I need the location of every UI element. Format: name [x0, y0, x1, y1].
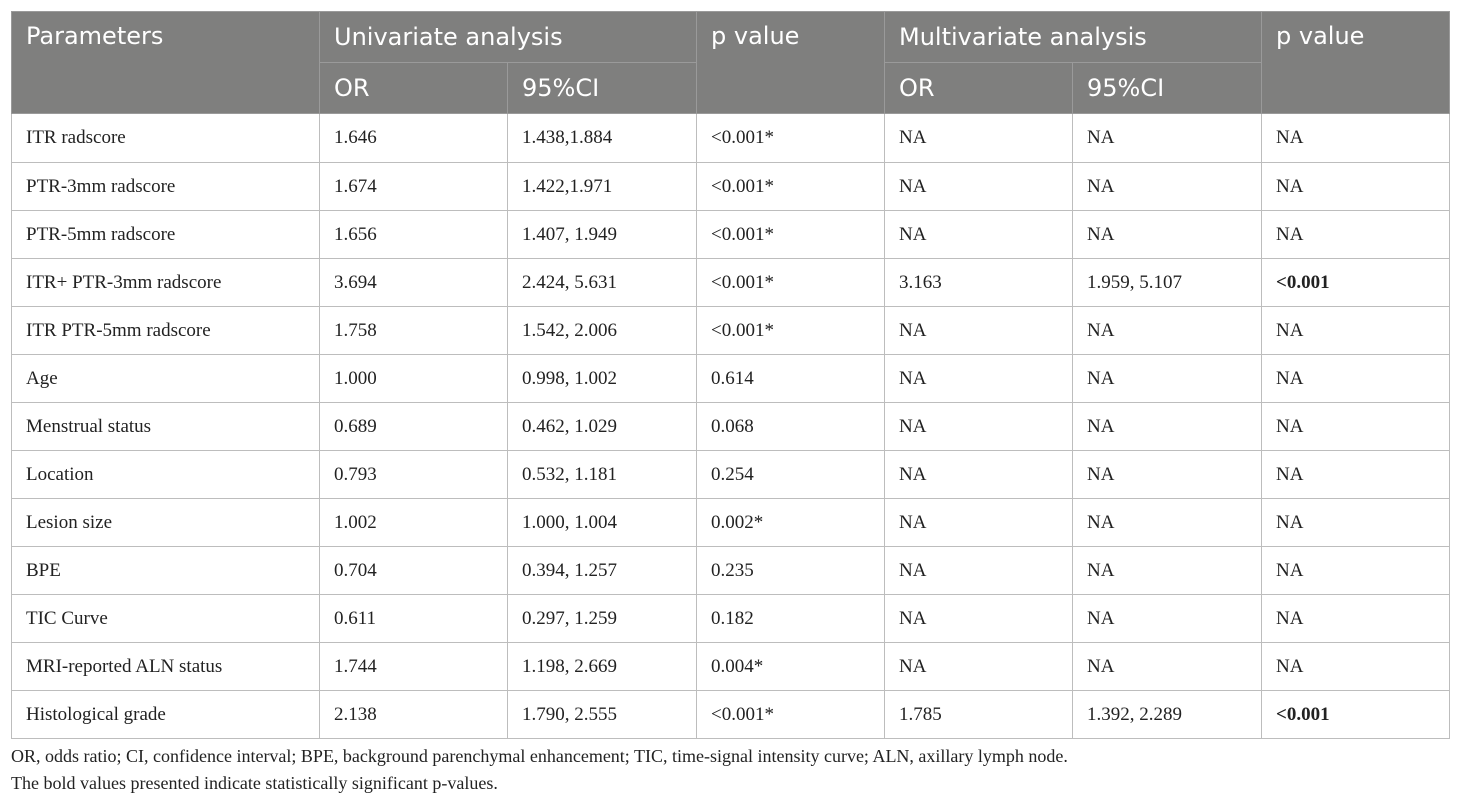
table-row [12, 499, 1450, 547]
multivariate-ci-cell: NA [1073, 643, 1262, 691]
univariate-or-cell: 1.000 [320, 355, 508, 403]
table-row [12, 403, 1450, 451]
univariate-or-cell: 1.002 [320, 499, 508, 547]
regression-table [11, 11, 1450, 739]
univariate-or-cell: 1.674 [320, 163, 508, 211]
univariate-or-cell: 1.758 [320, 307, 508, 355]
multivariate-or-cell: 3.163 [885, 259, 1073, 307]
univariate-p-cell: <0.001* [697, 259, 885, 307]
univariate-or-cell: 3.694 [320, 259, 508, 307]
table-row [12, 691, 1450, 739]
multivariate-p-cell: NA [1262, 307, 1450, 355]
multivariate-p-cell: NA [1262, 114, 1450, 163]
multivariate-or-cell: NA [885, 355, 1073, 403]
table-footnotes [11, 743, 1068, 797]
univariate-ci-cell: 0.462, 1.029 [508, 403, 697, 451]
header-multi-ci: 95%CI [1073, 63, 1262, 114]
param-cell: ITR+ PTR-3mm radscore [12, 259, 320, 307]
multivariate-or-cell: NA [885, 211, 1073, 259]
multivariate-or-cell: NA [885, 307, 1073, 355]
multivariate-ci-cell: NA [1073, 595, 1262, 643]
univariate-ci-cell: 1.000, 1.004 [508, 499, 697, 547]
multivariate-or-cell: NA [885, 114, 1073, 163]
header-univariate: Univariate analysis [320, 12, 697, 63]
univariate-ci-cell: 2.424, 5.631 [508, 259, 697, 307]
univariate-or-cell: 1.646 [320, 114, 508, 163]
univariate-p-cell: <0.001* [697, 211, 885, 259]
multivariate-ci-cell: NA [1073, 114, 1262, 163]
univariate-p-cell: 0.068 [697, 403, 885, 451]
multivariate-ci-cell: NA [1073, 499, 1262, 547]
univariate-or-cell: 1.744 [320, 643, 508, 691]
univariate-ci-cell: 0.532, 1.181 [508, 451, 697, 499]
param-cell: MRI-reported ALN status [12, 643, 320, 691]
header-multivariate: Multivariate analysis [885, 12, 1262, 63]
univariate-p-cell: 0.002* [697, 499, 885, 547]
param-cell: ITR radscore [12, 114, 320, 163]
abbreviations-note: OR, odds ratio; CI, confidence interval; BPE, background parenchymal enhancement; TIC, time-signal intensity curve; ALN, axillary lymph node. [11, 746, 1068, 766]
multivariate-or-cell: NA [885, 403, 1073, 451]
param-cell: TIC Curve [12, 595, 320, 643]
multivariate-p-cell: NA [1262, 643, 1450, 691]
multivariate-p-cell: NA [1262, 595, 1450, 643]
univariate-or-cell: 0.689 [320, 403, 508, 451]
multivariate-p-cell: NA [1262, 403, 1450, 451]
param-cell: Location [12, 451, 320, 499]
univariate-p-cell: <0.001* [697, 114, 885, 163]
param-cell: PTR-5mm radscore [12, 211, 320, 259]
multivariate-ci-cell: 1.392, 2.289 [1073, 691, 1262, 739]
header-uni-ci: 95%CI [508, 63, 697, 114]
table-row [12, 643, 1450, 691]
multivariate-p-cell: NA [1262, 163, 1450, 211]
table-row [12, 547, 1450, 595]
multivariate-p-cell: NA [1262, 499, 1450, 547]
univariate-or-cell: 1.656 [320, 211, 508, 259]
multivariate-ci-cell: NA [1073, 403, 1262, 451]
univariate-ci-cell: 0.998, 1.002 [508, 355, 697, 403]
multivariate-or-cell: NA [885, 451, 1073, 499]
header-uni-or: OR [320, 63, 508, 114]
multivariate-ci-cell: NA [1073, 547, 1262, 595]
multivariate-ci-cell: NA [1073, 307, 1262, 355]
multivariate-ci-cell: NA [1073, 163, 1262, 211]
multivariate-p-cell: <0.001 [1262, 259, 1450, 307]
univariate-or-cell: 0.704 [320, 547, 508, 595]
univariate-p-cell: 0.182 [697, 595, 885, 643]
univariate-ci-cell: 0.297, 1.259 [508, 595, 697, 643]
bold-values-note: The bold values presented indicate statistically significant p-values. [11, 773, 498, 793]
param-cell: Age [12, 355, 320, 403]
univariate-or-cell: 0.611 [320, 595, 508, 643]
univariate-ci-cell: 0.394, 1.257 [508, 547, 697, 595]
table-row [12, 451, 1450, 499]
table-row [12, 307, 1450, 355]
multivariate-ci-cell: NA [1073, 211, 1262, 259]
multivariate-p-cell: NA [1262, 211, 1450, 259]
table-row [12, 355, 1450, 403]
param-cell: ITR PTR-5mm radscore [12, 307, 320, 355]
table-row [12, 114, 1450, 163]
univariate-or-cell: 0.793 [320, 451, 508, 499]
univariate-or-cell: 2.138 [320, 691, 508, 739]
multivariate-or-cell: NA [885, 163, 1073, 211]
table-row [12, 163, 1450, 211]
univariate-ci-cell: 1.198, 2.669 [508, 643, 697, 691]
multivariate-ci-cell: NA [1073, 451, 1262, 499]
univariate-ci-cell: 1.422,1.971 [508, 163, 697, 211]
header-p-value-univariate: p value [697, 12, 885, 114]
table-header [12, 12, 1450, 114]
multivariate-or-cell: NA [885, 499, 1073, 547]
multivariate-ci-cell: 1.959, 5.107 [1073, 259, 1262, 307]
multivariate-p-cell: NA [1262, 547, 1450, 595]
univariate-ci-cell: 1.438,1.884 [508, 114, 697, 163]
param-cell: PTR-3mm radscore [12, 163, 320, 211]
multivariate-or-cell: NA [885, 547, 1073, 595]
table-row [12, 595, 1450, 643]
results-table-container [11, 11, 1449, 739]
param-cell: Histological grade [12, 691, 320, 739]
univariate-ci-cell: 1.790, 2.555 [508, 691, 697, 739]
univariate-ci-cell: 1.542, 2.006 [508, 307, 697, 355]
univariate-p-cell: <0.001* [697, 163, 885, 211]
header-parameters: Parameters [12, 12, 320, 114]
header-p-value-multivariate: p value [1262, 12, 1450, 114]
multivariate-p-cell: <0.001 [1262, 691, 1450, 739]
univariate-p-cell: 0.235 [697, 547, 885, 595]
univariate-p-cell: 0.254 [697, 451, 885, 499]
param-cell: BPE [12, 547, 320, 595]
univariate-p-cell: 0.614 [697, 355, 885, 403]
univariate-p-cell: <0.001* [697, 691, 885, 739]
univariate-ci-cell: 1.407, 1.949 [508, 211, 697, 259]
param-cell: Lesion size [12, 499, 320, 547]
multivariate-p-cell: NA [1262, 355, 1450, 403]
header-multi-or: OR [885, 63, 1073, 114]
multivariate-or-cell: NA [885, 643, 1073, 691]
param-cell: Menstrual status [12, 403, 320, 451]
table-row [12, 259, 1450, 307]
multivariate-ci-cell: NA [1073, 355, 1262, 403]
multivariate-p-cell: NA [1262, 451, 1450, 499]
table-row [12, 211, 1450, 259]
multivariate-or-cell: NA [885, 595, 1073, 643]
multivariate-or-cell: 1.785 [885, 691, 1073, 739]
table-body [12, 114, 1450, 739]
univariate-p-cell: <0.001* [697, 307, 885, 355]
univariate-p-cell: 0.004* [697, 643, 885, 691]
